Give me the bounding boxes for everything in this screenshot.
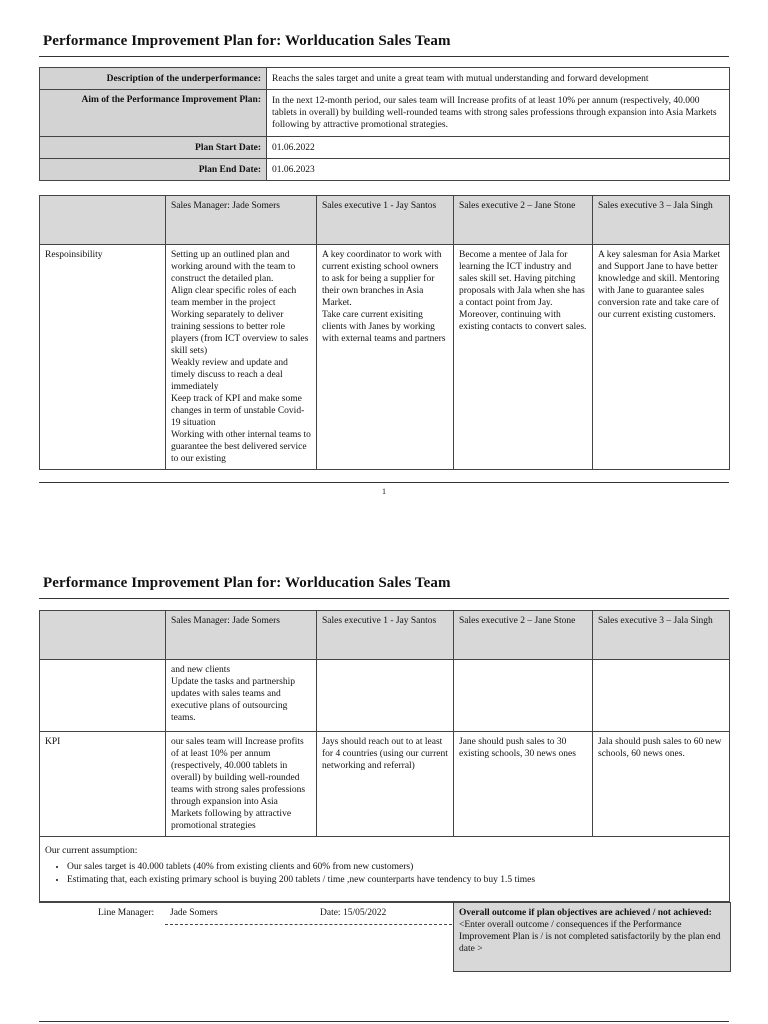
line-manager-label: Line Manager: (98, 908, 155, 918)
outcome-heading: Overall outcome if plan objectives are achieved / not achieved: (459, 908, 712, 918)
kpi-label: KPI (40, 732, 166, 837)
end-date-value: 01.06.2023 (267, 159, 730, 181)
cell-sales-exec-3 (593, 660, 730, 732)
kpi-sales-exec-1: Jays should reach out to at least for 4 countries (using our current networking and referral) (317, 732, 454, 837)
outcome-text: <Enter overall outcome / consequences if the Performance Improvement Plan is / is not completed satisfactorily by the plan end date > (459, 920, 721, 954)
kpi-sales-manager: our sales team will Increase profits of at least 10% per annum (respectively, 40.000 tablets in overall) by building well-rounded teams with strong sales professions through expansion into Asia Markets following by attractive promotional strategies (166, 732, 317, 837)
assumption-list (45, 861, 724, 886)
line-manager-name: Jade Somers (170, 908, 218, 918)
signoff-date: Date: 15/05/2022 (320, 908, 387, 918)
kpi-row (40, 732, 730, 837)
end-date-label: Plan End Date: (40, 159, 267, 181)
header-sales-exec-2: Sales executive 2 – Jane Stone (454, 611, 593, 660)
header-sales-exec-1: Sales executive 1 - Jay Santos (317, 611, 454, 660)
cell-sales-exec-1 (317, 660, 454, 732)
start-date-value: 01.06.2022 (267, 137, 730, 159)
page-footer-rule-2 (39, 1021, 729, 1022)
kpi-table (39, 610, 730, 902)
description-row (40, 68, 730, 90)
table-header-row (40, 196, 730, 245)
start-date-row (40, 137, 730, 159)
cell-sales-exec-2: Become a mentee of Jala for learning the ICT industry and sales skill set. Having pitching proposals with Jala when she has a contact point from Jay. Moreover, continuing with existing contacts to convert sales. (454, 245, 593, 470)
outcome-box (453, 902, 731, 972)
page-title-2: Performance Improvement Plan for: Worlducation Sales Team (43, 575, 451, 591)
aim-value: In the next 12-month period, our sales team will Increase profits of at least 10% per annum (respectively, 40.000 tablets in overall) by building well-rounded teams with strong sales professions through expansion into Asia Markets following by attractive promotional strategies. (267, 90, 730, 137)
signoff-top-rule (39, 902, 453, 903)
cell-sales-manager: and new clients Update the tasks and partnership updates with sales teams and executive plans of outsourcing teams. (166, 660, 317, 732)
title-rule-2 (39, 598, 729, 599)
list-item: • Our sales target is 40.000 tablets (40% from existing clients and 60% from new customers) (67, 861, 724, 873)
list-item: • Estimating that, each existing primary school is buying 200 tablets / time ,new counterparts have tendency to buy 1.5 times (67, 874, 724, 886)
row-label (40, 660, 166, 732)
header-sales-manager: Sales Manager: Jade Somers (166, 196, 317, 245)
header-sales-exec-1: Sales executive 1 - Jay Santos (317, 196, 454, 245)
page-title: Performance Improvement Plan for: Worlducation Sales Team (43, 33, 451, 49)
table-row (40, 660, 730, 732)
cell-sales-exec-3: A key salesman for Asia Market and Support Jane to have better knowledge and skill. Mentoring with Jane to guarantee sales conversion rate and take care of our current existing customers. (593, 245, 730, 470)
cell-sales-exec-1: A key coordinator to work with current existing school owners to ask for being a supplier for their own branches in Asia Market. Take care current exisiting clients with Janes by working with external teams and partners (317, 245, 454, 470)
page-number: 1 (382, 487, 386, 496)
kpi-sales-exec-3: Jala should push sales to 60 new schools, 60 news ones. (593, 732, 730, 837)
responsibility-table (39, 195, 730, 470)
page-footer-rule (39, 482, 729, 483)
plan-description-table (39, 67, 730, 181)
title-rule (39, 56, 729, 57)
start-date-label: Plan Start Date: (40, 137, 267, 159)
header-sales-exec-3: Sales executive 3 – Jala Singh (593, 196, 730, 245)
description-label: Description of the underperformance: (40, 68, 267, 90)
header-sales-exec-3: Sales executive 3 – Jala Singh (593, 611, 730, 660)
table-row (40, 245, 730, 470)
aim-label: Aim of the Performance Improvement Plan: (40, 90, 267, 137)
header-sales-manager: Sales Manager: Jade Somers (166, 611, 317, 660)
row-label: Respoinsibility (40, 245, 166, 470)
assumption-heading: Our current assumption: (45, 846, 138, 856)
table-header-row (40, 611, 730, 660)
signature-line (165, 924, 452, 925)
assumption-cell (40, 837, 730, 902)
header-sales-exec-2: Sales executive 2 – Jane Stone (454, 196, 593, 245)
end-date-row (40, 159, 730, 181)
aim-row (40, 90, 730, 137)
assumption-row (40, 837, 730, 902)
kpi-sales-exec-2: Jane should push sales to 30 existing schools, 30 news ones (454, 732, 593, 837)
description-value: Reachs the sales target and unite a great team with mutual understanding and forward development (267, 68, 730, 90)
cell-sales-manager: Setting up an outlined plan and working around with the team to construct the detailed plan. Align clear specific roles of each team member in the project Working separately to deliver training sessions to better role players (from ICT overview to sales skill sets) Weakly review and update and timely discuss to reach a deal immediately Keep track of KPI and make some changes in term of unstable Covid-19 situation Working with other internal teams to guarantee the best delivered service to our existing (166, 245, 317, 470)
header-blank (40, 196, 166, 245)
header-blank (40, 611, 166, 660)
cell-sales-exec-2 (454, 660, 593, 732)
signoff-section (39, 902, 730, 972)
